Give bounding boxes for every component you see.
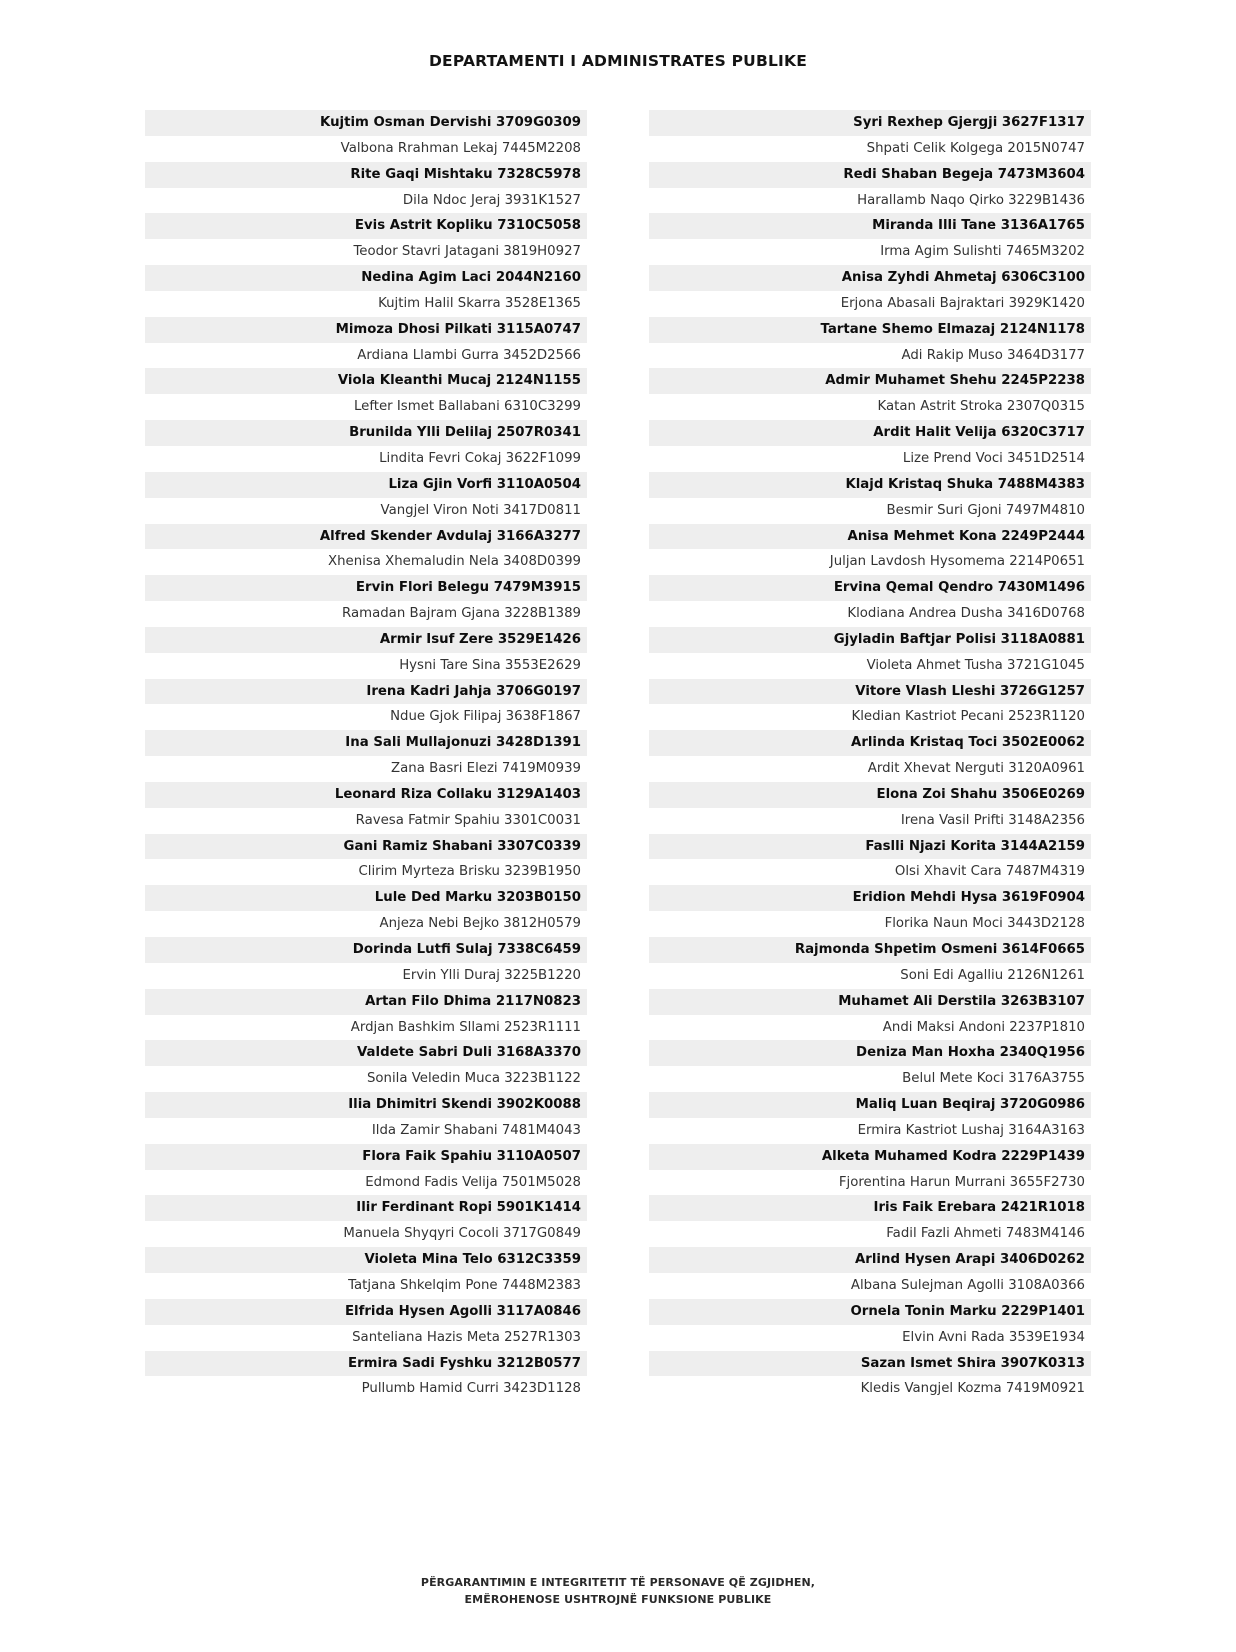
- list-item: Teodor Stavri Jatagani 3819H0927: [145, 239, 587, 265]
- list-item: Kledian Kastriot Pecani 2523R1120: [649, 704, 1091, 730]
- list-item: Santeliana Hazis Meta 2527R1303: [145, 1325, 587, 1351]
- name-list-columns: [0, 110, 1236, 1402]
- list-item: Ramadan Bajram Gjana 3228B1389: [145, 601, 587, 627]
- name-list-right-column: [649, 110, 1091, 1402]
- list-item: Faslli Njazi Korita 3144A2159: [649, 834, 1091, 860]
- list-item: Florika Naun Moci 3443D2128: [649, 911, 1091, 937]
- list-item: Xhenisa Xhemaludin Nela 3408D0399: [145, 549, 587, 575]
- list-item: Elvin Avni Rada 3539E1934: [649, 1325, 1091, 1351]
- list-item: Ravesa Fatmir Spahiu 3301C0031: [145, 808, 587, 834]
- list-item: Violeta Ahmet Tusha 3721G1045: [649, 653, 1091, 679]
- list-item: Irena Kadri Jahja 3706G0197: [145, 679, 587, 705]
- list-item: Klodiana Andrea Dusha 3416D0768: [649, 601, 1091, 627]
- list-item: Elona Zoi Shahu 3506E0269: [649, 782, 1091, 808]
- list-item: Fadil Fazli Ahmeti 7483M4146: [649, 1221, 1091, 1247]
- list-item: Harallamb Naqo Qirko 3229B1436: [649, 188, 1091, 214]
- list-item: Violeta Mina Telo 6312C3359: [145, 1247, 587, 1273]
- list-item: Lindita Fevri Cokaj 3622F1099: [145, 446, 587, 472]
- list-item: Liza Gjin Vorfi 3110A0504: [145, 472, 587, 498]
- document-page: [0, 52, 1236, 1652]
- list-item: Zana Basri Elezi 7419M0939: [145, 756, 587, 782]
- list-item: Ilia Dhimitri Skendi 3902K0088: [145, 1092, 587, 1118]
- list-item: Armir Isuf Zere 3529E1426: [145, 627, 587, 653]
- list-item: Ilda Zamir Shabani 7481M4043: [145, 1118, 587, 1144]
- list-item: Brunilda Ylli Delilaj 2507R0341: [145, 420, 587, 446]
- list-item: Erjona Abasali Bajraktari 3929K1420: [649, 291, 1091, 317]
- list-item: Albana Sulejman Agolli 3108A0366: [649, 1273, 1091, 1299]
- list-item: Tartane Shemo Elmazaj 2124N1178: [649, 317, 1091, 343]
- list-item: Alketa Muhamed Kodra 2229P1439: [649, 1144, 1091, 1170]
- list-item: Valbona Rrahman Lekaj 7445M2208: [145, 136, 587, 162]
- list-item: Alfred Skender Avdulaj 3166A3277: [145, 524, 587, 550]
- list-item: Vangjel Viron Noti 3417D0811: [145, 498, 587, 524]
- list-item: Anisa Zyhdi Ahmetaj 6306C3100: [649, 265, 1091, 291]
- list-item: Syri Rexhep Gjergji 3627F1317: [649, 110, 1091, 136]
- list-item: Artan Filo Dhima 2117N0823: [145, 989, 587, 1015]
- list-item: Admir Muhamet Shehu 2245P2238: [649, 368, 1091, 394]
- list-item: Deniza Man Hoxha 2340Q1956: [649, 1040, 1091, 1066]
- list-item: Ardit Halit Velija 6320C3717: [649, 420, 1091, 446]
- list-item: Gjyladin Baftjar Polisi 3118A0881: [649, 627, 1091, 653]
- list-item: Irma Agim Sulishti 7465M3202: [649, 239, 1091, 265]
- list-item: Anjeza Nebi Bejko 3812H0579: [145, 911, 587, 937]
- list-item: Klajd Kristaq Shuka 7488M4383: [649, 472, 1091, 498]
- list-item: Vitore Vlash Lleshi 3726G1257: [649, 679, 1091, 705]
- list-item: Kledis Vangjel Kozma 7419M0921: [649, 1376, 1091, 1402]
- list-item: Elfrida Hysen Agolli 3117A0846: [145, 1299, 587, 1325]
- list-item: Besmir Suri Gjoni 7497M4810: [649, 498, 1091, 524]
- list-item: Olsi Xhavit Cara 7487M4319: [649, 859, 1091, 885]
- list-item: Clirim Myrteza Brisku 3239B1950: [145, 859, 587, 885]
- list-item: Muhamet Ali Derstila 3263B3107: [649, 989, 1091, 1015]
- list-item: Valdete Sabri Duli 3168A3370: [145, 1040, 587, 1066]
- list-item: Iris Faik Erebara 2421R1018: [649, 1195, 1091, 1221]
- list-item: Mimoza Dhosi Pilkati 3115A0747: [145, 317, 587, 343]
- list-item: Kujtim Osman Dervishi 3709G0309: [145, 110, 587, 136]
- list-item: Sazan Ismet Shira 3907K0313: [649, 1351, 1091, 1377]
- list-item: Belul Mete Koci 3176A3755: [649, 1066, 1091, 1092]
- list-item: Edmond Fadis Velija 7501M5028: [145, 1170, 587, 1196]
- list-item: Ervin Flori Belegu 7479M3915: [145, 575, 587, 601]
- list-item: Pullumb Hamid Curri 3423D1128: [145, 1376, 587, 1402]
- list-item: Lefter Ismet Ballabani 6310C3299: [145, 394, 587, 420]
- list-item: Katan Astrit Stroka 2307Q0315: [649, 394, 1091, 420]
- list-item: Viola Kleanthi Mucaj 2124N1155: [145, 368, 587, 394]
- list-item: Nedina Agim Laci 2044N2160: [145, 265, 587, 291]
- list-item: Shpati Celik Kolgega 2015N0747: [649, 136, 1091, 162]
- list-item: Ardit Xhevat Nerguti 3120A0961: [649, 756, 1091, 782]
- list-item: Ilir Ferdinant Ropi 5901K1414: [145, 1195, 587, 1221]
- list-item: Irena Vasil Prifti 3148A2356: [649, 808, 1091, 834]
- list-item: Adi Rakip Muso 3464D3177: [649, 343, 1091, 369]
- list-item: Gani Ramiz Shabani 3307C0339: [145, 834, 587, 860]
- page-title: DEPARTAMENTI I ADMINISTRATES PUBLIKE: [428, 52, 808, 70]
- list-item: Dorinda Lutfi Sulaj 7338C6459: [145, 937, 587, 963]
- list-item: Ndue Gjok Filipaj 3638F1867: [145, 704, 587, 730]
- list-item: Flora Faik Spahiu 3110A0507: [145, 1144, 587, 1170]
- list-item: Sonila Veledin Muca 3223B1122: [145, 1066, 587, 1092]
- list-item: Anisa Mehmet Kona 2249P2444: [649, 524, 1091, 550]
- list-item: Ervina Qemal Qendro 7430M1496: [649, 575, 1091, 601]
- list-item: Ervin Ylli Duraj 3225B1220: [145, 963, 587, 989]
- list-item: Ardiana Llambi Gurra 3452D2566: [145, 343, 587, 369]
- list-item: Manuela Shyqyri Cocoli 3717G0849: [145, 1221, 587, 1247]
- list-item: Ardjan Bashkim Sllami 2523R1111: [145, 1015, 587, 1041]
- list-item: Arlind Hysen Arapi 3406D0262: [649, 1247, 1091, 1273]
- list-item: Rite Gaqi Mishtaku 7328C5978: [145, 162, 587, 188]
- list-item: Evis Astrit Kopliku 7310C5058: [145, 213, 587, 239]
- list-item: Dila Ndoc Jeraj 3931K1527: [145, 188, 587, 214]
- name-list-left-column: [145, 110, 587, 1402]
- list-item: Kujtim Halil Skarra 3528E1365: [145, 291, 587, 317]
- list-item: Ornela Tonin Marku 2229P1401: [649, 1299, 1091, 1325]
- list-item: Ermira Sadi Fyshku 3212B0577: [145, 1351, 587, 1377]
- list-item: Hysni Tare Sina 3553E2629: [145, 653, 587, 679]
- list-item: Andi Maksi Andoni 2237P1810: [649, 1015, 1091, 1041]
- list-item: Fjorentina Harun Murrani 3655F2730: [649, 1170, 1091, 1196]
- list-item: Rajmonda Shpetim Osmeni 3614F0665: [649, 937, 1091, 963]
- list-item: Soni Edi Agalliu 2126N1261: [649, 963, 1091, 989]
- list-item: Lule Ded Marku 3203B0150: [145, 885, 587, 911]
- list-item: Tatjana Shkelqim Pone 7448M2383: [145, 1273, 587, 1299]
- list-item: Ina Sali Mullajonuzi 3428D1391: [145, 730, 587, 756]
- page-footer: [0, 1574, 1236, 1608]
- footer-line-1: PËRGARANTIMIN E INTEGRITETIT TË PERSONAVE QË ZGJIDHEN,: [420, 1576, 816, 1589]
- list-item: Lize Prend Voci 3451D2514: [649, 446, 1091, 472]
- list-item: Eridion Mehdi Hysa 3619F0904: [649, 885, 1091, 911]
- list-item: Juljan Lavdosh Hysomema 2214P0651: [649, 549, 1091, 575]
- list-item: Redi Shaban Begeja 7473M3604: [649, 162, 1091, 188]
- list-item: Ermira Kastriot Lushaj 3164A3163: [649, 1118, 1091, 1144]
- list-item: Leonard Riza Collaku 3129A1403: [145, 782, 587, 808]
- list-item: Miranda Illi Tane 3136A1765: [649, 213, 1091, 239]
- list-item: Maliq Luan Beqiraj 3720G0986: [649, 1092, 1091, 1118]
- list-item: Arlinda Kristaq Toci 3502E0062: [649, 730, 1091, 756]
- footer-line-2: EMËROHENOSE USHTROJNË FUNKSIONE PUBLIKE: [464, 1593, 772, 1606]
